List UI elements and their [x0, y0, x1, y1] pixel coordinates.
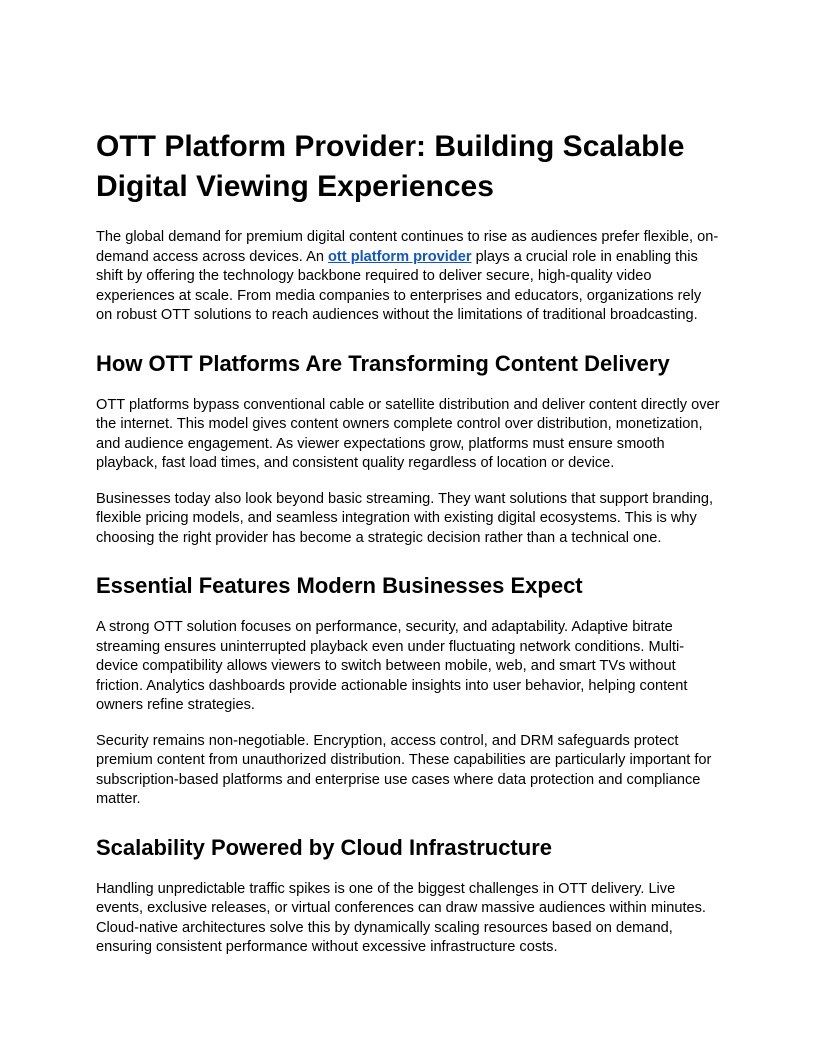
section-paragraph: Businesses today also look beyond basic streaming. They want solutions that support branding, flexible pricing models, and seamless integration with existing digital ecosystems. This is why choosing the right provider has become a strategic decision rather than a technical one. — [96, 490, 714, 546]
intro-paragraph — [96, 228, 720, 326]
section-paragraph: Handling unpredictable traffic spikes is one of the biggest challenges in OTT delivery. Live events, exclusive releases, or virtual conferences can draw massive audiences within minutes. Cloud-native architectures solve this by dynamically scaling resources based on demand, ensuring consistent performance without excessive infrastructure costs. — [96, 880, 706, 955]
section-heading-scalability: Scalability Powered by Cloud Infrastructure — [96, 834, 552, 860]
page-title: OTT Platform Provider: Building Scalable Digital Viewing Experiences — [96, 130, 685, 203]
section-heading-essential-features: Essential Features Modern Businesses Expect — [96, 573, 583, 598]
section-heading-content-delivery: How OTT Platforms Are Transforming Content Delivery — [96, 350, 670, 376]
section-paragraph: Security remains non-negotiable. Encryption, access control, and DRM safeguards protect premium content from unauthorized distribution. These capabilities are particularly important for subscription-based platforms and enterprise use cases where data protection and compliance matter. — [96, 732, 712, 807]
ott-platform-provider-link[interactable]: ott platform provider — [328, 248, 472, 265]
document-page — [96, 127, 720, 974]
section-paragraph: A strong OTT solution focuses on performance, security, and adaptability. Adaptive bitrate streaming ensures uninterrupted playback even under fluctuating network conditions. Multi-device compatibility allows viewers to switch between mobile, web, and smart TVs without friction. Analytics dashboards provide actionable insights into user behavior, helping content owners refine strategies. — [96, 619, 688, 713]
intro-text-before-link: The global demand for premium digital content continues to rise as audiences prefer flexible, on-demand access across devices. An — [96, 229, 719, 265]
intro-text-after-link: plays a crucial role in enabling this shift by offering the technology backbone required to deliver secure, high-quality video experiences at scale. From media companies to enterprises and educators, organizations rely on robust OTT solutions to reach audiences without the limitations of traditional broadcasting. — [96, 248, 702, 323]
section-paragraph: OTT platforms bypass conventional cable or satellite distribution and deliver content directly over the internet. This model gives content owners complete control over distribution, monetization, and audience engagement. As viewer expectations grow, platforms must ensure smooth playback, fast load times, and consistent quality regardless of location or device. — [96, 396, 720, 471]
